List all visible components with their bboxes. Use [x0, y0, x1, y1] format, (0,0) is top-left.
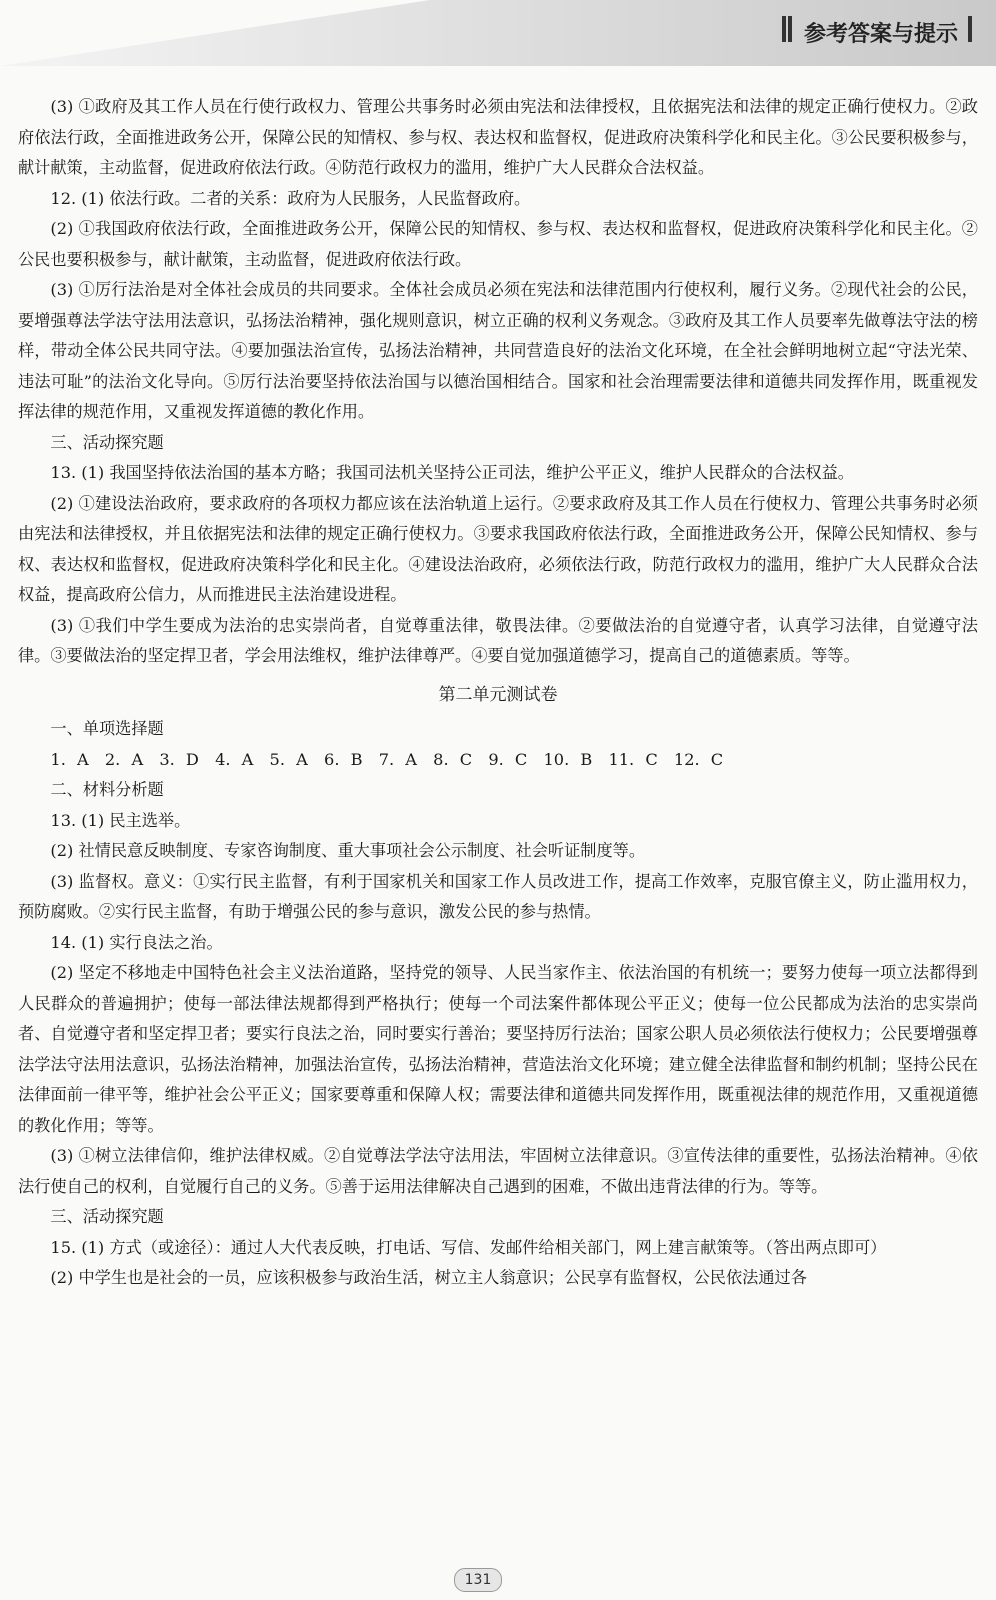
- section-heading: 一、单项选择题: [50, 719, 164, 738]
- paragraph: (3) ①树立法律信仰，维护法律权威。②自觉尊法学法守法用法，牢固树立法律意识。③宣传法律的重要性，弘扬法治精神。④依法行使自己的权利，自觉履行自己的义务。⑤善于运用法律解决自己遇到的困难，不做出违背法律的行为。等等。: [18, 1146, 978, 1196]
- paragraph: (2) ①建设法治政府，要求政府的各项权力都应该在法治轨道上运行。②要求政府及其工作人员在行使权力、管理公共事务时必须由宪法和法律授权，并且依据宪法和法律的规定正确行使权力。③要求我国政府依法行政，全面推进政务公开，保障公民知情权、参与权、表达权和监督权，促进政府决策科学化和民主化。④建设法治政府，必须依法行政，防范行政权力的滥用，维护广大人民群众合法权益，提高政府公信力，从而推进民主法治建设进程。: [18, 493, 978, 604]
- paragraph: (2) 社情民意反映制度、专家咨询制度、重大事项社会公示制度、社会听证制度等。: [50, 841, 646, 860]
- header-bar-icon-right: [968, 16, 974, 48]
- answer-content: [18, 92, 978, 1294]
- page-number: 131: [454, 1568, 502, 1592]
- section-heading: 三、活动探究题: [50, 432, 164, 452]
- section-heading: 二、材料分析题: [50, 780, 164, 799]
- unit-title: 第二单元测试卷: [438, 684, 558, 705]
- header-label: [772, 14, 984, 50]
- choice-answers: 1. A 2. A 3. D 4. A 5. A 6. B 7. A 8. C 9. C 10. B 11. C 12. C: [50, 749, 724, 769]
- header-bar-icon: [782, 16, 794, 48]
- paragraph: (2) 坚定不移地走中国特色社会主义法治道路，坚持党的领导、人民当家作主、依法治国的有机统一；要努力使每一项立法都得到人民群众的普遍拥护；使每一部法律法规都得到严格执行；使每一个司法案件都体现公平正义；使每一位公民都成为法治的忠实崇尚者、自觉遵守者和坚定捍卫者；要实行良法之治，同时要实行善治；要坚持厉行法治；国家公职人员必须依法行使权力；公民要增强尊法学法守法用法意识，弘扬法治精神，加强法治宣传，弘扬法治精神，营造法治文化环境；建立健全法律监督和制约机制；坚持公民在法律面前一律平等，维护社会公平正义；国家要尊重和保障人权；需要法律和道德共同发挥作用，既重视法律的规范作用，又重视道德的教化作用；等等。: [18, 963, 978, 1135]
- paragraph: 15. (1) 方式（或途径）：通过人大代表反映，打电话、写信、发邮件给相关部门，网上建言献策等。（答出两点即可）: [50, 1237, 887, 1257]
- paragraph: 14. (1) 实行良法之治。: [50, 932, 223, 952]
- paragraph: (2) 中学生也是社会的一员，应该积极参与政治生活，树立主人翁意识；公民享有监督权，公民依法通过各: [50, 1268, 807, 1287]
- header-title: 参考答案与提示: [803, 21, 958, 47]
- section-heading: 三、活动探究题: [50, 1207, 164, 1226]
- paragraph: 12. (1) 依法行政。二者的关系：政府为人民服务，人民监督政府。: [50, 188, 531, 208]
- paragraph: (3) ①我们中学生要成为法治的忠实崇尚者，自觉尊重法律，敬畏法律。②要做法治的自觉遵守者，认真学习法律，自觉遵守法律。③要做法治的坚定捍卫者，学会用法维权，维护法律尊严。④要自觉加强道德学习，提高自己的道德素质。等等。: [18, 615, 978, 665]
- paragraph: 13. (1) 民主选举。: [50, 810, 191, 830]
- paragraph: (3) 监督权。意义：①实行民主监督，有利于国家机关和国家工作人员改进工作，提高工作效率，克服官僚主义，防止滥用权力，预防腐败。②实行民主监督，有助于增强公民的参与意识，激发公民的参与热情。: [18, 871, 978, 921]
- paragraph: (3) ①政府及其工作人员在行使行政权力、管理公共事务时必须由宪法和法律授权，且依据宪法和法律的规定正确行使权力。②政府依法行政，全面推进政务公开，保障公民的知情权、参与权、表达权和监督权，促进政府决策科学化和民主化。③公民要积极参与，献计献策，主动监督，促进政府依法行政。④防范行政权力的滥用，维护广大人民群众合法权益。: [18, 97, 978, 177]
- paragraph: (2) ①我国政府依法行政，全面推进政务公开，保障公民的知情权、参与权、表达权和监督权，促进政府决策科学化和民主化。②公民也要积极参与，献计献策，主动监督，促进政府依法行政。: [18, 219, 978, 269]
- paragraph: (3) ①厉行法治是对全体社会成员的共同要求。全体社会成员必须在宪法和法律范围内行使权利，履行义务。②现代社会的公民，要增强尊法学法守法用法意识，弘扬法治精神，强化规则意识，树立正确的权利义务观念。③政府及其工作人员要率先做尊法守法的榜样，带动全体公民共同守法。④要加强法治宣传，弘扬法治精神，共同营造良好的法治文化环境，在全社会鲜明地树立起“守法光荣、违法可耻”的法治文化导向。⑤厉行法治要坚持依法治国与以德治国相结合。国家和社会治理需要法律和道德共同发挥作用，既重视发挥法律的规范作用，又重视发挥道德的教化作用。: [18, 280, 978, 421]
- paragraph: 13. (1) 我国坚持依法治国的基本方略；我国司法机关坚持公正司法，维护公平正义，维护人民群众的合法权益。: [50, 463, 854, 482]
